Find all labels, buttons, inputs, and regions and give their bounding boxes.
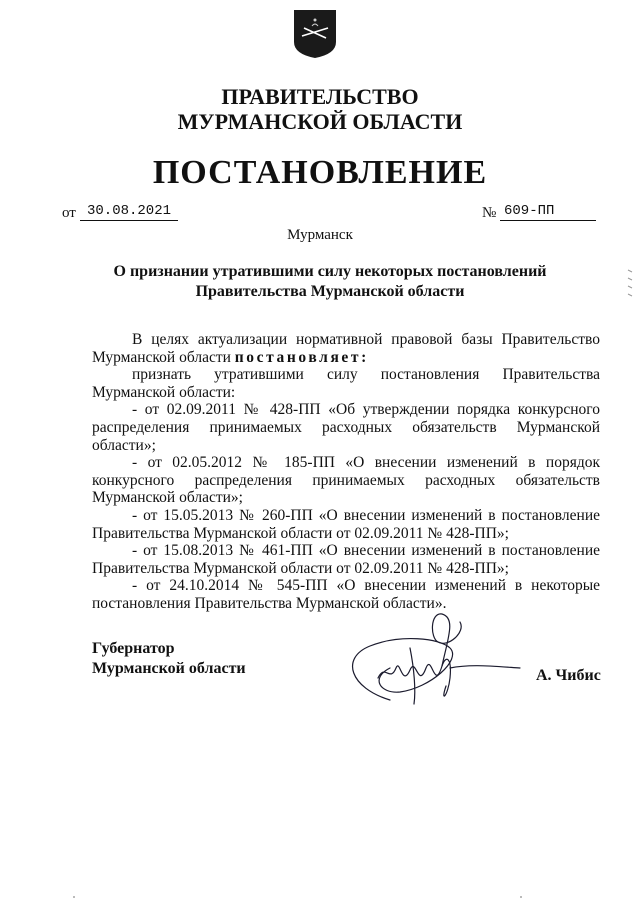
city: Мурманск	[287, 227, 353, 243]
scan-dot	[73, 896, 75, 898]
signer-title	[92, 639, 246, 679]
government-name-line2: МУРМАНСКОЙ ОБЛАСТИ	[177, 109, 463, 134]
government-name	[0, 84, 640, 134]
signer-title-line2: Мурманской области	[92, 660, 246, 677]
handwritten-signature	[330, 608, 530, 718]
scan-margin-mark	[626, 268, 634, 298]
list-item: - от 24.10.2014 № 545-ПП «О внесении изменений в некоторые постановления Правительства Мурманской области».	[92, 577, 600, 612]
number-label: №	[482, 205, 497, 221]
recognize-paragraph: признать утратившими силу постановления Правительства Мурманской области:	[92, 366, 600, 401]
scan-dot	[520, 896, 522, 898]
signer-title-line1: Губернатор	[92, 640, 175, 657]
list-item: - от 02.09.2011 № 428-ПП «Об утверждении порядка конкурсного распределения принимаемых расходных обязательств Мурманской области»;	[92, 401, 600, 454]
subject-line2: Правительства Мурманской области	[195, 283, 465, 300]
list-item: - от 15.08.2013 № 461-ПП «О внесении изменений в постановление Правительства Мурманской области от 02.09.2011 № 428-ПП»;	[92, 542, 600, 577]
document-type: ПОСТАНОВЛЕНИЕ	[152, 154, 488, 191]
signer-name: А. Чибис	[536, 667, 601, 684]
document-date: 30.08.2021	[80, 203, 178, 221]
decree-word: постановляет:	[234, 348, 369, 366]
subject-line1: О признании утратившими силу некоторых постановлений	[113, 263, 547, 280]
document-number: 609-ПП	[500, 203, 596, 221]
list-item: - от 02.05.2012 № 185-ПП «О внесении изменений в порядок конкурсного распределения принимаемых расходных обязательств Мурманской области»;	[92, 454, 600, 507]
intro-paragraph	[92, 331, 600, 366]
government-name-line1: ПРАВИТЕЛЬСТВО	[221, 84, 419, 109]
intro-text: В целях актуализации нормативной правовой базы Правительство Мурманской области	[92, 331, 600, 366]
list-item: - от 15.05.2013 № 260-ПП «О внесении изменений в постановление Правительства Мурманской области от 02.09.2011 № 428-ПП»;	[92, 506, 600, 542]
document-body	[92, 331, 600, 613]
date-label: от	[62, 205, 76, 221]
coat-of-arms-icon	[292, 8, 338, 60]
document-subject	[100, 262, 560, 302]
